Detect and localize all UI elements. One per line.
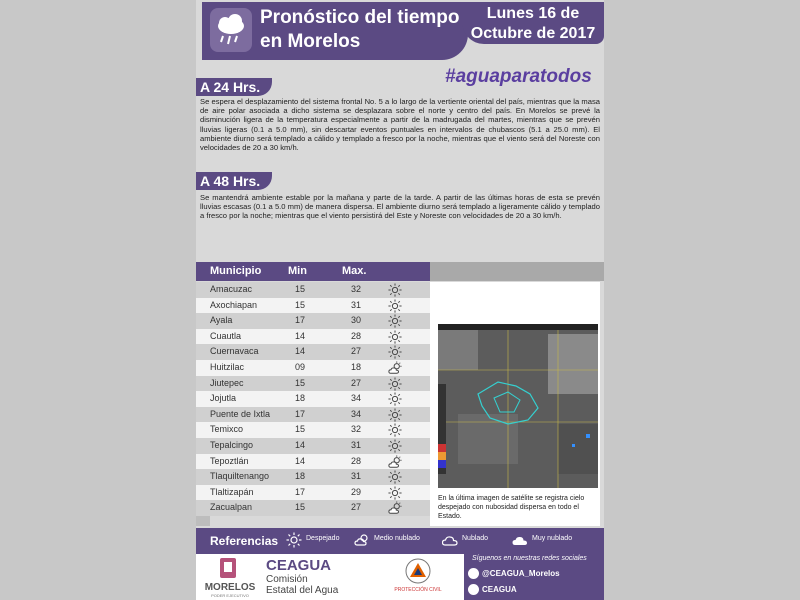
table-row xyxy=(196,360,430,376)
header-municipio: Municipio xyxy=(210,265,262,277)
table-row xyxy=(196,282,430,298)
cell-max: 34 xyxy=(350,393,361,404)
table-row xyxy=(196,500,430,516)
sun-icon xyxy=(388,408,402,422)
sun-icon xyxy=(388,423,402,437)
cell-municipio: Temixco xyxy=(210,424,244,435)
ref-despejado: Despejado xyxy=(306,535,340,542)
tag-24h-label: A 24 Hrs. xyxy=(200,79,261,95)
sun-icon xyxy=(388,377,402,391)
cell-max: 31 xyxy=(350,299,361,310)
forecast-48h-text: Se mantendrá ambiente estable por la mañana y parte de la tarde. A partir de las últimas horas de esta se prevén lluvias escasas (0.1 a 5.0 mm) de manera dispersa. El ambiente diurno será templado a ligeramente cálido y templado a fresco por la noche; mientras que el viento persistirá del Este y Noreste con velocidades de 20 a 30 km/h. xyxy=(200,193,600,221)
cell-municipio: Cuernavaca xyxy=(210,346,259,357)
proteccion-civil-logo xyxy=(388,558,448,598)
cell-max: 28 xyxy=(350,330,361,341)
table-row xyxy=(196,485,430,501)
table-row xyxy=(196,438,430,454)
partly-cloudy-icon xyxy=(388,501,402,515)
page-title xyxy=(260,6,470,54)
cell-min: 17 xyxy=(294,486,305,497)
ceagua-line2: Estatal del Agua xyxy=(266,585,339,596)
cell-municipio: Tlaquiltenango xyxy=(210,471,270,482)
references-band xyxy=(196,528,604,554)
cell-municipio: Ayala xyxy=(210,315,233,326)
cloud-icon xyxy=(442,532,458,548)
sun-icon xyxy=(388,299,402,313)
cell-max: 31 xyxy=(350,471,361,482)
cell-max: 27 xyxy=(350,346,361,357)
header-max: Max. xyxy=(342,265,367,277)
cell-municipio: Cuautla xyxy=(210,330,242,341)
cell-max: 28 xyxy=(350,455,361,466)
cell-municipio: Tepoztlán xyxy=(210,455,249,466)
cell-municipio: Axochiapan xyxy=(210,299,258,310)
table-row xyxy=(196,422,430,438)
cell-max: 32 xyxy=(350,424,361,435)
cell-min: 14 xyxy=(294,455,305,466)
header xyxy=(196,0,604,62)
cell-min: 15 xyxy=(294,284,305,294)
sun-icon xyxy=(388,283,402,297)
title-band xyxy=(202,2,468,60)
ref-muy-nublado: Muy nublado xyxy=(532,535,573,542)
sun-icon xyxy=(388,486,402,500)
hashtag: #aguaparatodos xyxy=(445,66,592,87)
ref-nublado: Nublado xyxy=(462,535,489,542)
forecast-sheet xyxy=(196,0,604,600)
rain-cloud-icon xyxy=(210,8,252,52)
tag-48h xyxy=(196,172,272,190)
cell-min: 09 xyxy=(294,361,305,372)
cell-municipio: Tepalcingo xyxy=(210,439,254,450)
cell-min: 17 xyxy=(294,408,305,419)
proteccion-civil-text: PROTECCIÓN CIVIL xyxy=(394,587,442,593)
table-row xyxy=(196,469,430,485)
cell-max: 34 xyxy=(350,408,361,419)
cell-min: 18 xyxy=(294,393,305,404)
tag-24h xyxy=(196,78,272,96)
header-min: Min xyxy=(288,265,307,277)
cell-min: 17 xyxy=(294,315,305,326)
title-line1: Pronóstico del tiempo xyxy=(260,7,460,28)
cell-max: 31 xyxy=(350,439,361,450)
table-row xyxy=(196,376,430,392)
references-label: Referencias xyxy=(210,534,279,548)
table-row xyxy=(196,344,430,360)
tag-48h-label: A 48 Hrs. xyxy=(200,173,261,189)
cell-min: 14 xyxy=(294,330,305,341)
twitter-icon xyxy=(468,568,479,579)
partly-cloudy-icon xyxy=(388,361,402,375)
sun-icon xyxy=(388,314,402,328)
sun-icon xyxy=(388,439,402,453)
sun-icon xyxy=(388,470,402,484)
table-header xyxy=(196,262,430,281)
cell-max: 27 xyxy=(350,377,361,388)
date-box xyxy=(462,2,604,44)
temperature-table xyxy=(196,262,604,526)
cell-municipio: Amacuzac xyxy=(210,284,253,294)
cell-min: 18 xyxy=(294,471,305,482)
cell-municipio: Jiutepec xyxy=(210,377,244,388)
table-row xyxy=(196,298,430,314)
table-body xyxy=(196,282,430,516)
cell-max: 18 xyxy=(350,361,361,372)
heavy-cloud-icon xyxy=(512,532,528,548)
facebook-handle[interactable]: CEAGUA xyxy=(482,585,517,594)
cell-municipio: Jojutla xyxy=(210,393,237,404)
sun-icon xyxy=(388,392,402,406)
date-line1: Lunes 16 de xyxy=(486,5,580,22)
footer xyxy=(196,554,604,600)
facebook-icon xyxy=(468,584,479,595)
satellite-image xyxy=(438,324,598,488)
table-row xyxy=(196,454,430,470)
sun-icon xyxy=(388,330,402,344)
cell-max: 30 xyxy=(350,315,361,326)
cell-municipio: Huitzilac xyxy=(210,361,245,372)
cell-min: 14 xyxy=(294,439,305,450)
satellite-panel xyxy=(430,282,600,526)
cell-max: 27 xyxy=(350,502,361,513)
table-row xyxy=(196,329,430,345)
table-row xyxy=(196,313,430,329)
ceagua-logo xyxy=(266,558,338,596)
cell-min: 15 xyxy=(294,299,305,310)
satellite-caption: En la última imagen de satélite se registra cielo despejado con nubosidad dispersa en todo el Estado. xyxy=(438,495,585,520)
cell-max: 32 xyxy=(350,284,361,294)
morelos-text: MORELOS xyxy=(204,582,256,593)
morelos-sub: PODER EJECUTIVO xyxy=(211,593,249,598)
date-line2: Octubre de 2017 xyxy=(470,25,596,42)
cell-municipio: Tlaltizapán xyxy=(210,486,254,497)
cell-min: 14 xyxy=(294,346,305,357)
cell-max: 29 xyxy=(350,486,361,497)
sun-icon xyxy=(388,345,402,359)
twitter-handle[interactable]: @CEAGUA_Morelos xyxy=(482,569,560,578)
ceagua-line1: Comisión xyxy=(266,574,308,585)
partly-cloudy-icon xyxy=(388,455,402,469)
table-row xyxy=(196,391,430,407)
ref-medio-nublado: Medio nublado xyxy=(374,535,420,542)
cell-municipio: Zacualpan xyxy=(210,502,253,513)
sun-icon xyxy=(286,532,302,548)
follow-text: Síguenos en nuestras redes sociales xyxy=(472,555,587,562)
partly-cloudy-icon xyxy=(354,532,370,548)
forecast-24h-text: Se espera el desplazamiento del sistema frontal No. 5 a lo largo de la vertiente oriental del país, mientras que la masa de aire polar asociada a dicho sistema se desplazara sobre el norte y centro del país. En Morelos se prevé la disminución ligera de la temperatura especialmente a partir de la madrugada del martes, mientras que se prevén lluvias ligeras (0.1 a 5.0 mm), sin descartar eventos puntuales en intervalos de chubascos (5.1 a 25.0 mm). El ambiente diurno será templado a cálido y templado a fresco por la noche, mientras que el viento será del Noreste con velocidades de 20 a 30 km/h. xyxy=(200,97,600,153)
morelos-logo xyxy=(198,556,258,600)
title-line2: en Morelos xyxy=(260,31,361,52)
table-row xyxy=(196,407,430,423)
ceagua-title: CEAGUA xyxy=(266,557,332,574)
cell-min: 15 xyxy=(294,377,305,388)
cell-min: 15 xyxy=(294,424,305,435)
cell-municipio: Puente de Ixtla xyxy=(210,408,271,419)
cell-min: 15 xyxy=(294,502,305,513)
social-panel xyxy=(464,554,604,600)
table-header-filler xyxy=(430,262,604,281)
